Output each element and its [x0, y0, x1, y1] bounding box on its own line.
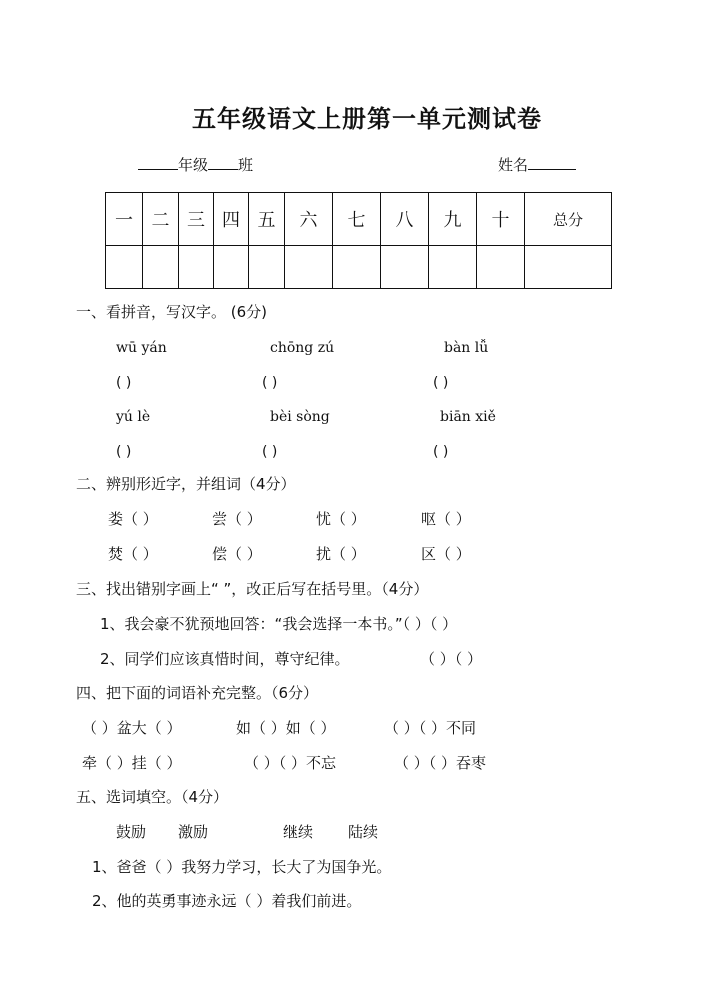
answer-blank[interactable]: ( )	[116, 444, 132, 460]
class-blank[interactable]	[208, 155, 238, 170]
error-sentence-2: 2、同学们应该真惜时间，尊守纪律。	[100, 650, 350, 668]
word-group-item[interactable]: 区（ ）	[421, 545, 471, 563]
score-cell[interactable]	[249, 246, 285, 289]
pinyin: yú lè	[116, 409, 151, 425]
name-line	[498, 155, 576, 173]
fill-sentence-2[interactable]: 2、他的英勇事迹永远（ ）着我们前进。	[92, 892, 362, 910]
section-1-heading: 一、看拼音，写汉字。 (6分)	[76, 303, 268, 321]
section-4-heading: 四、把下面的词语补充完整。（6分）	[76, 684, 319, 702]
score-cell[interactable]	[143, 246, 179, 289]
name-blank[interactable]	[528, 155, 576, 170]
pinyin: bàn lǚ	[444, 340, 489, 356]
word-group-item[interactable]: 扰（ ）	[316, 545, 366, 563]
idiom-item[interactable]: （ ）（ ）不同	[384, 719, 477, 737]
score-col-header-total: 总分	[525, 193, 612, 246]
score-col-header: 五	[249, 193, 285, 246]
score-cell[interactable]	[285, 246, 333, 289]
score-table-score-row	[106, 246, 612, 289]
grade-label: 年级	[178, 156, 209, 174]
score-cell[interactable]	[333, 246, 381, 289]
score-col-header: 六	[285, 193, 333, 246]
answer-blank[interactable]: ( )	[433, 375, 449, 391]
pinyin: wū yán	[116, 340, 167, 356]
section-5-heading: 五、选词填空。（4分）	[76, 788, 229, 806]
score-col-header: 八	[381, 193, 429, 246]
idiom-item[interactable]: （ ）（ ）吞枣	[394, 754, 487, 772]
idiom-item[interactable]: 如（ ）如（ ）	[236, 719, 336, 737]
score-col-header: 三	[179, 193, 214, 246]
score-col-header: 十	[477, 193, 525, 246]
score-cell[interactable]	[477, 246, 525, 289]
score-col-header: 七	[333, 193, 381, 246]
score-col-header: 一	[106, 193, 143, 246]
word-option: 继续	[283, 823, 314, 841]
score-col-header: 九	[429, 193, 477, 246]
word-option: 鼓励	[116, 823, 147, 841]
word-group-item[interactable]: 娄（ ）	[108, 510, 158, 528]
word-group-item[interactable]: 呕（ ）	[421, 510, 471, 528]
score-cell[interactable]	[179, 246, 214, 289]
grade-class-line	[138, 155, 253, 173]
pinyin: bèi sòng	[270, 409, 330, 425]
score-table-header-row	[106, 193, 612, 246]
idiom-item[interactable]: 牵（ ）挂（ ）	[82, 754, 182, 772]
section-2-heading: 二、辨别形近字，并组词（4分）	[76, 475, 296, 493]
idiom-item[interactable]: （ ）盆大（ ）	[82, 719, 182, 737]
error-sentence-1[interactable]: 1、我会豪不犹预地回答：“我会选择一本书。”（ ）（ ）	[100, 615, 458, 633]
word-group-item[interactable]: 焚（ ）	[108, 545, 158, 563]
word-option: 陆续	[348, 823, 379, 841]
answer-blank[interactable]: ( )	[262, 444, 278, 460]
score-cell[interactable]	[106, 246, 143, 289]
word-option: 激励	[178, 823, 209, 841]
error-sentence-2-answer[interactable]: （ ）（ ）	[420, 650, 483, 668]
score-col-header: 四	[214, 193, 249, 246]
word-group-item[interactable]: 偿（ ）	[212, 545, 262, 563]
word-group-item[interactable]: 忧（ ）	[316, 510, 366, 528]
fill-sentence-1[interactable]: 1、爸爸（ ）我努力学习，长大了为国争光。	[92, 858, 392, 876]
score-table	[105, 192, 612, 289]
idiom-item[interactable]: （ ）（ ）不忘	[244, 754, 337, 772]
answer-blank[interactable]: ( )	[116, 375, 132, 391]
score-cell-total[interactable]	[525, 246, 612, 289]
score-cell[interactable]	[381, 246, 429, 289]
score-cell[interactable]	[214, 246, 249, 289]
answer-blank[interactable]: ( )	[262, 375, 278, 391]
grade-blank[interactable]	[138, 155, 178, 170]
section-3-heading: 三、找出错别字画上“ ”，改正后写在括号里。（4分）	[76, 580, 429, 598]
name-label: 姓名	[498, 156, 529, 174]
answer-blank[interactable]: ( )	[433, 444, 449, 460]
score-col-header: 二	[143, 193, 179, 246]
pinyin: chōng zú	[270, 340, 335, 356]
word-group-item[interactable]: 尝（ ）	[212, 510, 262, 528]
page-title: 五年级语文上册第一单元测试卷	[192, 105, 542, 133]
class-label: 班	[238, 156, 254, 174]
pinyin: biān xiě	[440, 409, 496, 425]
score-cell[interactable]	[429, 246, 477, 289]
